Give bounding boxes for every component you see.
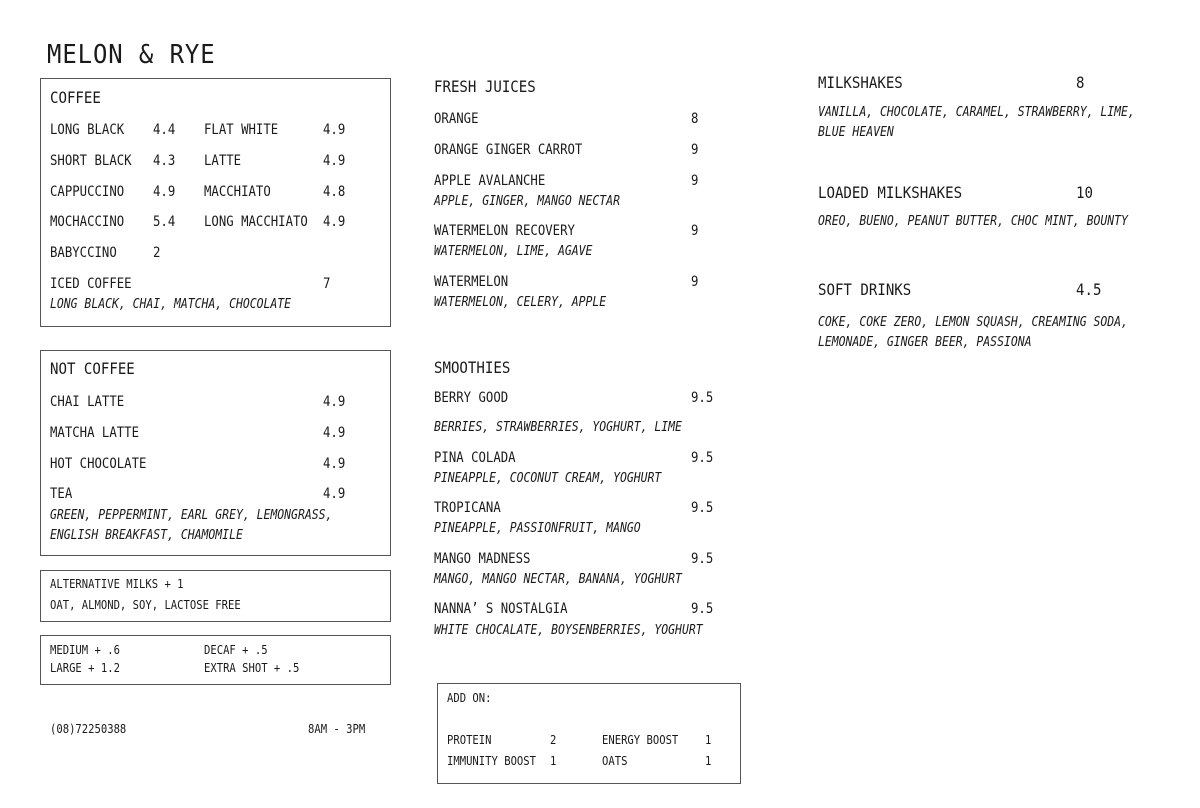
menu-item-name: MOCHACCINO <box>50 214 125 230</box>
menu-item-price: 5.4 <box>153 214 176 230</box>
soft-drinks-price: 4.5 <box>1076 280 1102 299</box>
add-on-name: OATS <box>602 754 628 768</box>
milkshakes-heading: MILKSHAKES <box>818 73 903 92</box>
menu-item-price: 4.9 <box>323 486 346 502</box>
add-on-price: 1 <box>550 754 557 768</box>
menu-item-description: OREO, BUENO, PEANUT BUTTER, CHOC MINT, BOUNTY <box>818 214 1128 229</box>
menu-item-name: BERRY GOOD <box>434 390 509 406</box>
menu-item-name: MATCHA LATTE <box>50 425 140 441</box>
menu-item-description: BERRIES, STRAWBERRIES, YOGHURT, LIME <box>434 420 682 435</box>
milkshakes-price: 8 <box>1076 73 1085 92</box>
menu-item-price: 7 <box>323 276 331 292</box>
extra-large: LARGE + 1.2 <box>50 661 120 675</box>
menu-item-price: 4.9 <box>153 184 176 200</box>
extra-shot: EXTRA SHOT + .5 <box>204 661 300 675</box>
add-on-price: 1 <box>705 754 712 768</box>
phone-number: (08)72250388 <box>50 722 127 736</box>
extra-medium: MEDIUM + .6 <box>50 643 120 657</box>
menu-item-name: HOT CHOCOLATE <box>50 456 147 472</box>
menu-item-price: 9 <box>691 142 699 158</box>
menu-item-description: ENGLISH BREAKFAST, CHAMOMILE <box>50 528 243 543</box>
not-coffee-section <box>40 350 391 556</box>
menu-item-price: 4.9 <box>323 425 346 441</box>
menu-item-price: 4.9 <box>323 456 346 472</box>
menu-item-description: COKE, COKE ZERO, LEMON SQUASH, CREAMING SODA, <box>818 315 1128 330</box>
add-on-name: IMMUNITY BOOST <box>447 754 537 768</box>
menu-item-description: WATERMELON, LIME, AGAVE <box>434 244 593 259</box>
menu-item-price: 9 <box>691 223 699 239</box>
menu-item-name: WATERMELON <box>434 274 509 290</box>
menu-item-price: 4.9 <box>323 394 346 410</box>
menu-item-description: BLUE HEAVEN <box>818 125 894 140</box>
menu-item-description: PINEAPPLE, COCONUT CREAM, YOGHURT <box>434 471 662 486</box>
menu-item-price: 9.5 <box>691 551 714 567</box>
menu-item-name: ICED COFFEE <box>50 276 132 292</box>
menu-item-description: WHITE CHOCALATE, BOYSENBERRIES, YOGHURT <box>434 623 703 638</box>
menu-item-price: 4.9 <box>323 214 346 230</box>
menu-item-description: APPLE, GINGER, MANGO NECTAR <box>434 194 620 209</box>
menu-item-name: CHAI LATTE <box>50 394 125 410</box>
menu-item-price: 9.5 <box>691 601 714 617</box>
page-title: MELON & RYE <box>47 40 216 70</box>
menu-item-price: 9.5 <box>691 500 714 516</box>
soft-drinks-heading: SOFT DRINKS <box>818 280 912 299</box>
menu-item-price: 4.9 <box>323 122 346 138</box>
menu-item-name: NANNA’ S NOSTALGIA <box>434 601 568 617</box>
add-on-price: 1 <box>705 733 712 747</box>
menu-item-description: WATERMELON, CELERY, APPLE <box>434 295 607 310</box>
menu-item-name: MACCHIATO <box>204 184 271 200</box>
add-on-heading: ADD ON: <box>447 691 492 705</box>
coffee-heading: COFFEE <box>50 88 101 107</box>
alt-milks-options: OAT, ALMOND, SOY, LACTOSE FREE <box>50 598 241 612</box>
menu-item-description: VANILLA, CHOCOLATE, CARAMEL, STRAWBERRY, LIME, <box>818 105 1135 120</box>
menu-item-name: PINA COLADA <box>434 450 516 466</box>
menu-item-description: MANGO, MANGO NECTAR, BANANA, YOGHURT <box>434 572 682 587</box>
menu-item-price: 9 <box>691 173 699 189</box>
alt-milks-title: ALTERNATIVE MILKS + 1 <box>50 577 184 591</box>
smoothies-heading: SMOOTHIES <box>434 358 511 377</box>
loaded-milkshakes-heading: LOADED MILKSHAKES <box>818 183 963 202</box>
menu-item-name: TROPICANA <box>434 500 501 516</box>
menu-item-name: APPLE AVALANCHE <box>434 173 546 189</box>
menu-item-name: FLAT WHITE <box>204 122 279 138</box>
menu-item-price: 4.3 <box>153 153 176 169</box>
juices-heading: FRESH JUICES <box>434 77 536 96</box>
menu-item-name: ORANGE GINGER CARROT <box>434 142 583 158</box>
menu-item-description: LEMONADE, GINGER BEER, PASSIONA <box>818 335 1032 350</box>
menu-item-name: CAPPUCCINO <box>50 184 125 200</box>
menu-item-price: 4.4 <box>153 122 176 138</box>
add-on-name: ENERGY BOOST <box>602 733 679 747</box>
add-on-name: PROTEIN <box>447 733 492 747</box>
menu-item-name: LONG MACCHIATO <box>204 214 308 230</box>
menu-item-name: TEA <box>50 486 73 502</box>
not-coffee-heading: NOT COFFEE <box>50 359 135 378</box>
menu-item-price: 4.8 <box>323 184 346 200</box>
menu-item-name: MANGO MADNESS <box>434 551 531 567</box>
menu-item-name: LONG BLACK <box>50 122 125 138</box>
add-on-price: 2 <box>550 733 557 747</box>
menu-item-name: WATERMELON RECOVERY <box>434 223 575 239</box>
menu-item-name: SHORT BLACK <box>50 153 132 169</box>
menu-item-name: ORANGE <box>434 111 479 127</box>
menu-item-price: 9.5 <box>691 390 714 406</box>
opening-hours: 8AM - 3PM <box>308 722 366 736</box>
extra-decaf: DECAF + .5 <box>204 643 268 657</box>
menu-item-name: LATTE <box>204 153 242 169</box>
menu-item-price: 2 <box>153 245 161 261</box>
loaded-milkshakes-price: 10 <box>1076 183 1093 202</box>
menu-item-price: 8 <box>691 111 699 127</box>
menu-item-description: LONG BLACK, CHAI, MATCHA, CHOCOLATE <box>50 297 292 312</box>
menu-item-description: PINEAPPLE, PASSIONFRUIT, MANGO <box>434 521 641 536</box>
menu-item-price: 9 <box>691 274 699 290</box>
menu-item-price: 9.5 <box>691 450 714 466</box>
menu-item-price: 4.9 <box>323 153 346 169</box>
menu-item-description: GREEN, PEPPERMINT, EARL GREY, LEMONGRASS, <box>50 508 333 523</box>
menu-item-name: BABYCCINO <box>50 245 117 261</box>
